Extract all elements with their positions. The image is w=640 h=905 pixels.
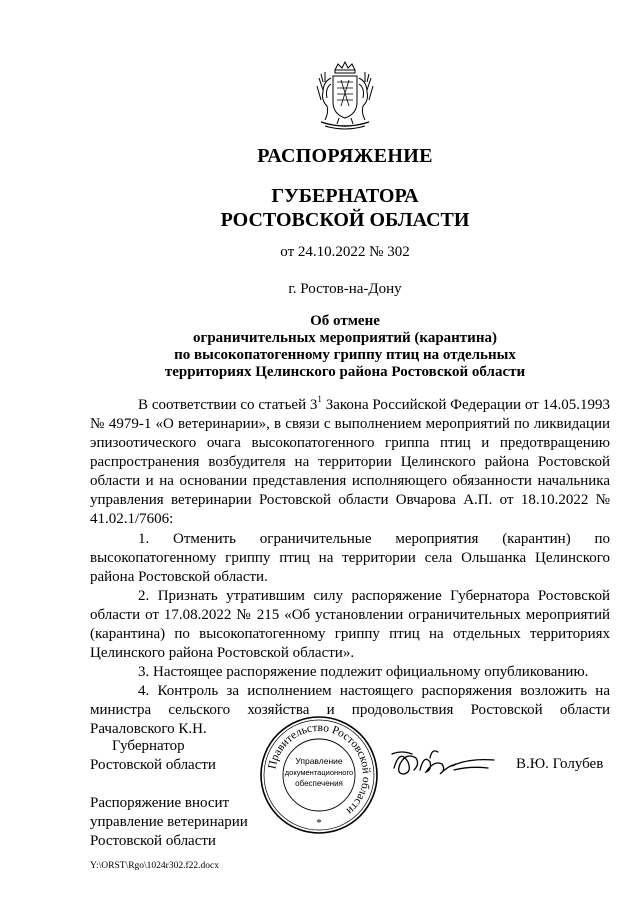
rostov-oblast-coat-of-arms-icon xyxy=(311,60,379,132)
article-superscript: 1 xyxy=(317,394,322,404)
submitted-by-line-3: Ростовской области xyxy=(90,833,216,849)
file-path: Y:\ORST\Rgo\1024r302.f22.docx xyxy=(90,861,219,871)
preamble xyxy=(90,390,610,529)
signatory-position xyxy=(90,737,216,775)
official-seal xyxy=(258,714,380,836)
seal-inner-line-3: обеспечения xyxy=(295,779,343,788)
order-item-2: 2. Признать утратившим силу распоряжение Губернатора Ростовской области от 17.08.2022 № 215 «Об установлении ограничительных мероприятий (карантина) по высокопатогенному гриппу птиц на отдельных территориях Целинского района Ростовской области». xyxy=(90,588,610,661)
subject-line-2: ограничительных мероприятий (карантина) xyxy=(193,330,497,346)
subject-line-4: территориях Целинского района Ростовской области xyxy=(164,364,526,380)
order-item-4: 4. Контроль за исполнением настоящего распоряжения возложить на министра сельского хозяйства и продовольствия Ростовской области Рачаловского К.Н. xyxy=(90,683,610,737)
document-type-title: РАСПОРЯЖЕНИЕ xyxy=(257,145,433,167)
preamble-part-2: Закона Российской Федерации от 14.05.1993 № 4979-1 «О ветеринарии», в связи с выполнением мероприятий по ликвидации эпизоотического очага высокопатогенного гриппа птиц и предотвращению распространения возбудителя на территории Целинского района Ростовской области и на основании представления исполняющего обязанности начальника управления ветеринарии Ростовской области Овчарова А.П. от 18.10.2022 № 41.02.1/7606: xyxy=(90,397,610,527)
document-subject xyxy=(80,313,610,381)
submitted-by xyxy=(90,794,248,851)
order-items xyxy=(90,530,610,739)
issuer-line-1: ГУБЕРНАТОРА xyxy=(271,185,419,207)
seal-outer-text: Правительство Ростовской области xyxy=(266,721,373,817)
issuer-line-2: РОСТОВСКОЙ ОБЛАСТИ xyxy=(220,209,470,231)
signer-name: В.Ю. Голубев xyxy=(516,756,604,772)
issuer-title xyxy=(80,184,610,232)
preamble-part-1: В соответствии со статьей 3 xyxy=(138,397,318,413)
seal-star: * xyxy=(316,817,322,829)
position-line-2: Ростовской области xyxy=(90,757,216,773)
date-number: от 24.10.2022 № 302 xyxy=(280,244,410,260)
position-line-1: Губернатор xyxy=(112,738,185,754)
order-item-3: 3. Настоящее распоряжение подлежит официальному опубликованию. xyxy=(138,664,589,680)
seal-inner-line-1: Управление xyxy=(295,756,343,766)
subject-line-3: по высокопатогенному гриппу птиц на отдельных xyxy=(174,347,516,363)
subject-line-1: Об отмене xyxy=(310,313,380,329)
order-item-1: 1. Отменить ограничительные мероприятия (карантин) по высокопатогенному гриппу птиц на территории села Ольшанка Целинского района Ростовской области. xyxy=(90,531,610,585)
handwritten-signature xyxy=(390,740,500,784)
submitted-by-line-2: управление ветеринарии xyxy=(90,814,248,830)
seal-inner-line-2: документационного xyxy=(284,768,354,777)
city: г. Ростов-на-Дону xyxy=(288,281,402,297)
submitted-by-line-1: Распоряжение вносит xyxy=(90,795,230,811)
